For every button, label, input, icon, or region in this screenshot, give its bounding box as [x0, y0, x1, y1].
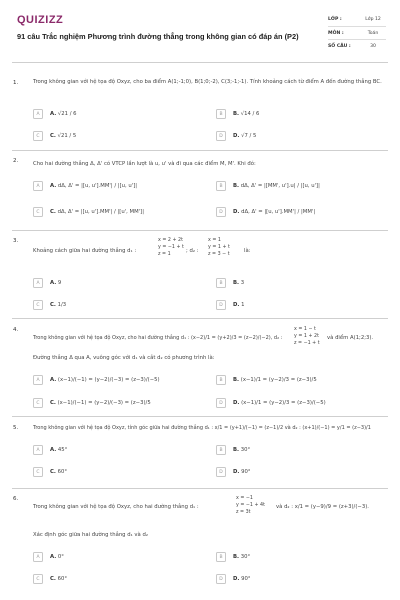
question-number: 1. [13, 80, 19, 86]
option-d[interactable] [216, 128, 384, 144]
option-letter-box: C [33, 207, 43, 217]
question-number: 2. [13, 158, 19, 164]
question-text: Trong không gian với hệ tọa độ Oxyz, cho ba điểm A(1;-1;0), B(1;0;-2), C(3;-1;-1). Tính khoảng cách từ điểm A đến đường thẳng BC. [33, 79, 382, 85]
option-label: B. [233, 111, 240, 117]
option-text: 1 [241, 302, 245, 308]
option-label: D. [233, 576, 240, 582]
option-label: C. [50, 576, 56, 582]
option-letter-box: A [33, 278, 43, 288]
option-d[interactable] [216, 297, 384, 313]
option-text: 1/3 [57, 302, 67, 308]
line-system-d2: x = 1 − t y = 1 + 2t z = −1 + t [294, 327, 320, 346]
option-text: dΔ, Δ' = |[MM', u'].u| / |[u, u']| [240, 183, 320, 189]
option-label: A. [50, 377, 57, 383]
question-text-line2: Đường thẳng Δ qua A, vuông góc với d₁ và cắt d₂ có phương trình là: [33, 355, 215, 361]
option-letter-box: A [33, 552, 43, 562]
option-text: √7 / 5 [241, 133, 257, 139]
question-divider [12, 416, 388, 417]
option-a[interactable] [33, 275, 201, 291]
meta-key: LỚP : [328, 17, 342, 22]
option-label: B. [233, 554, 240, 560]
option-letter-box: C [33, 574, 43, 584]
option-text: 30° [240, 554, 251, 560]
option-d[interactable] [216, 204, 384, 220]
option-letter-box: D [216, 131, 226, 141]
option-letter-box: A [33, 109, 43, 119]
option-label: C. [50, 469, 56, 475]
question-divider [12, 230, 388, 231]
option-text: 9 [57, 280, 62, 286]
option-text: dΔ, Δ' = |[u, u'].MM'| / |[u', MM']| [57, 209, 144, 215]
option-text: dΔ, Δ' = |[u, u'].MM'| / |MM'| [241, 209, 316, 215]
option-c[interactable] [33, 128, 201, 144]
option-letter-box: D [216, 207, 226, 217]
option-text: 3 [240, 280, 245, 286]
option-letter-box: B [216, 375, 226, 385]
option-label: A. [50, 111, 57, 117]
option-b[interactable] [216, 549, 384, 565]
option-c[interactable] [33, 395, 201, 411]
question-number: 3. [13, 238, 19, 244]
option-text: 60° [57, 576, 67, 582]
option-c[interactable] [33, 204, 201, 220]
line-system-d2: x = 1 y = 1 + t z = 3 − t [208, 238, 230, 257]
option-text: (x−1)/(−1) = (y−2)/(−3) = (z−3)/5 [57, 400, 151, 406]
question-text-line2: Xác định góc giữa hai đường thẳng d₁ và d₂ [33, 532, 148, 538]
option-letter-box: A [33, 445, 43, 455]
option-text: 45° [57, 447, 68, 453]
meta-row-class [328, 13, 386, 26]
option-label: C. [50, 302, 56, 308]
option-label: C. [50, 133, 56, 139]
option-letter-box: D [216, 467, 226, 477]
option-label: D. [233, 209, 240, 215]
option-label: B. [233, 183, 240, 189]
quizizz-logo: QUIZIZZ [17, 14, 64, 26]
option-a[interactable] [33, 106, 201, 122]
option-label: C. [50, 209, 56, 215]
meta-key: SỐ CÂU : [328, 43, 351, 49]
option-d[interactable] [216, 395, 384, 411]
option-a[interactable] [33, 372, 201, 388]
question-text: Khoảng cách giữa hai đường thẳng d₁ : [33, 248, 137, 254]
option-label: D. [233, 400, 240, 406]
question-number: 6. [13, 496, 19, 502]
option-label: C. [50, 400, 56, 406]
option-letter-box: B [216, 445, 226, 455]
option-text: (x−1)/1 = (y−2)/3 = (z−3)/5 [240, 377, 317, 383]
meta-value: 30 [370, 43, 376, 49]
question-text-end: và d₂ : x/1 = (y−9)/9 = (z+3)/(−3). [276, 504, 369, 510]
option-d[interactable] [216, 571, 384, 587]
option-label: D. [233, 133, 240, 139]
option-a[interactable] [33, 549, 201, 565]
option-label: B. [233, 280, 240, 286]
question-number: 4. [13, 327, 19, 333]
option-b[interactable] [216, 178, 384, 194]
question-divider [12, 488, 388, 489]
question-text-end: và điểm A(1;2;3). [327, 335, 374, 341]
document-title: 91 câu Trắc nghiệm Phương trình đường thẳng trong không gian có đáp án (P2) [17, 32, 299, 41]
option-letter-box: C [33, 398, 43, 408]
option-letter-box: D [216, 398, 226, 408]
option-label: D. [233, 302, 240, 308]
option-label: B. [233, 447, 240, 453]
meta-row-subject [328, 26, 386, 39]
meta-row-count [328, 39, 386, 52]
option-c[interactable] [33, 571, 201, 587]
option-letter-box: B [216, 552, 226, 562]
option-text: √21 / 6 [57, 111, 77, 117]
option-text: (x−1)/(−1) = (y−2)/(−3) = (z−3)/(−5) [57, 377, 160, 383]
option-text: 90° [241, 469, 251, 475]
option-text: dΔ, Δ' = |[u, u'].MM'| / |[u, u']| [57, 183, 138, 189]
option-text: 30° [240, 447, 251, 453]
option-b[interactable] [216, 106, 384, 122]
question-divider [12, 318, 388, 319]
option-letter-box: B [216, 181, 226, 191]
option-a[interactable] [33, 178, 201, 194]
option-label: A. [50, 447, 57, 453]
meta-table [328, 13, 386, 52]
question-text: Cho hai đường thẳng Δ, Δ' có VTCP lần lượt là u, u' và đi qua các điểm M, M'. Khi đó: [33, 161, 256, 167]
question-text: Trong không gian với hệ tọa độ Oxyz, cho hai đường thẳng d₁ : (x−2)/1 = (y+2)/3 = (z−2)/(−2), d₂ : [33, 335, 283, 341]
option-b[interactable] [216, 372, 384, 388]
option-b[interactable] [216, 442, 384, 458]
option-text: √21 / 5 [57, 133, 77, 139]
line-system-d1: x = 2 + 2t y = −1 + t z = 1 [158, 238, 184, 257]
meta-key: MÔN : [328, 30, 344, 36]
question-divider [12, 150, 388, 151]
option-letter-box: D [216, 300, 226, 310]
line-system-d1: x = −1 y = −1 + 4t z = 3t [236, 496, 265, 515]
option-text: 90° [241, 576, 251, 582]
option-letter-box: C [33, 467, 43, 477]
option-letter-box: C [33, 300, 43, 310]
option-text: √14 / 6 [240, 111, 260, 117]
question-text: Trong không gian với hệ tọa độ Oxyz, cho hai đường thẳng d₁ : [33, 504, 199, 510]
option-letter-box: C [33, 131, 43, 141]
option-text: 0° [57, 554, 64, 560]
option-c[interactable] [33, 297, 201, 313]
option-a[interactable] [33, 442, 201, 458]
option-c[interactable] [33, 464, 201, 480]
option-label: A. [50, 280, 57, 286]
header-divider [12, 62, 388, 63]
option-b[interactable] [216, 275, 384, 291]
option-letter-box: A [33, 181, 43, 191]
option-letter-box: A [33, 375, 43, 385]
option-text: (x−1)/1 = (y−2)/3 = (z−3)/(−5) [241, 400, 326, 406]
document-header [0, 0, 400, 62]
question-text: Trong không gian với hệ tọa độ Oxyz, tính góc giữa hai đường thẳng d₁ : x/1 = (y+1)/(−1) = (z−1)/2 và d₂ : (x+1)/(−1) = y/1 = (z−3)/1 [33, 425, 371, 431]
option-label: D. [233, 469, 240, 475]
meta-value: Toán [367, 30, 379, 36]
question-text-end: là: [244, 248, 251, 254]
meta-value: Lớp 12 [365, 17, 381, 22]
option-letter-box: D [216, 574, 226, 584]
question-number: 5. [13, 425, 19, 431]
option-label: A. [50, 183, 57, 189]
option-text: 60° [57, 469, 67, 475]
option-letter-box: B [216, 278, 226, 288]
option-d[interactable] [216, 464, 384, 480]
option-letter-box: B [216, 109, 226, 119]
option-label: A. [50, 554, 57, 560]
question-text-mid: ; d₂ : [186, 248, 199, 254]
option-label: B. [233, 377, 240, 383]
